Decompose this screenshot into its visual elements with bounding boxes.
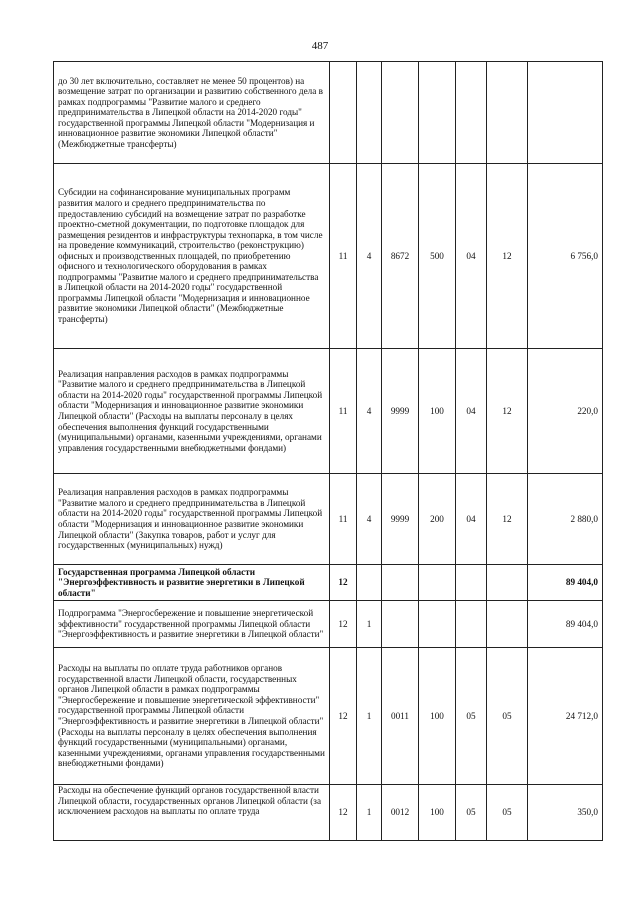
row-description: Субсидии на софинансирование муниципальных программ развития малого и среднего предпринимательства по предоставлению субсидий на возмещение затрат по разработке проектно-сметной документации, по подготовке площадок для размещения резидентов и инфраструктуры технопарка, в том числе на проведение коммуникаций, строительство (реконструкцию) офисных и производственных площадей, по приобретению офисного и технологического оборудования в рамках подпрограммы "Развитие малого и среднего предпринимательства в Липецкой области на 2014-2020 годы" государственной программы Липецкой области "Модернизация и инновационное развитие экономики Липецкой области" (Межбюджетные трансферты) xyxy=(54,164,330,349)
cell-section: 05 xyxy=(456,648,487,785)
cell-subsection xyxy=(487,62,528,164)
cell-direction: 9999 xyxy=(382,474,419,565)
cell-program: 11 xyxy=(330,474,357,565)
cell-section xyxy=(456,62,487,164)
cell-amount: 89 404,0 xyxy=(528,565,603,601)
cell-expense-type: 200 xyxy=(419,474,456,565)
cell-program: 12 xyxy=(330,648,357,785)
cell-subprogram: 4 xyxy=(357,349,382,474)
cell-program xyxy=(330,62,357,164)
cell-expense-type: 100 xyxy=(419,349,456,474)
cell-amount: 6 756,0 xyxy=(528,164,603,349)
cell-section xyxy=(456,601,487,648)
table-row xyxy=(54,349,603,474)
row-description: Реализация направления расходов в рамках подпрограммы "Развитие малого и среднего предпринимательства в Липецкой области на 2014-2020 годы" государственной программы Липецкой области "Модернизация и инновационное развитие экономики Липецкой области" (Расходы на выплаты персоналу в целях обеспечения выполнения функций государственными (муниципальными) органами, казенными учреждениями, органами управления государственными внебюджетными фондами) xyxy=(54,349,330,474)
cell-direction: 0012 xyxy=(382,785,419,841)
cell-expense-type xyxy=(419,601,456,648)
cell-program: 12 xyxy=(330,785,357,841)
cell-subsection: 05 xyxy=(487,785,528,841)
cell-expense-type: 500 xyxy=(419,164,456,349)
cell-program: 12 xyxy=(330,601,357,648)
cell-subprogram: 1 xyxy=(357,648,382,785)
cell-direction xyxy=(382,62,419,164)
row-description: Государственная программа Липецкой области "Энергоэффективность и развитие энергетики в Липецкой области" xyxy=(54,565,330,601)
cell-subsection: 12 xyxy=(487,474,528,565)
table-row xyxy=(54,648,603,785)
cell-program: 12 xyxy=(330,565,357,601)
table-row xyxy=(54,62,603,164)
cell-section xyxy=(456,565,487,601)
cell-subsection: 12 xyxy=(487,349,528,474)
cell-subsection: 12 xyxy=(487,164,528,349)
cell-subprogram: 4 xyxy=(357,474,382,565)
cell-section: 04 xyxy=(456,474,487,565)
table-row xyxy=(54,785,603,841)
cell-expense-type: 100 xyxy=(419,785,456,841)
cell-expense-type xyxy=(419,62,456,164)
cell-subsection xyxy=(487,565,528,601)
cell-subprogram xyxy=(357,62,382,164)
row-description: Подпрограмма "Энергосбережение и повышение энергетической эффективности" государственной программы Липецкой области "Энергоэффективность и развитие энергетики в Липецкой области" xyxy=(54,601,330,648)
cell-amount: 24 712,0 xyxy=(528,648,603,785)
cell-amount: 2 880,0 xyxy=(528,474,603,565)
cell-subprogram: 1 xyxy=(357,601,382,648)
budget-table xyxy=(53,61,603,841)
cell-direction: 0011 xyxy=(382,648,419,785)
row-description: до 30 лет включительно, составляет не менее 50 процентов) на возмещение затрат по организации и развитию собственного дела в рамках подпрограммы "Развитие малого и среднего предпринимательства в Липецкой области на 2014-2020 годы" государственной программы Липецкой области "Модернизация и инновационное развитие экономики Липецкой области" (Межбюджетные трансферты) xyxy=(54,62,330,164)
table-row xyxy=(54,601,603,648)
row-description: Расходы на выплаты по оплате труда работников органов государственной власти Липецкой области, государственных органов Липецкой области в рамках подпрограммы "Энергосбережение и повышение энергетической эффективности" государственной программы Липецкой области "Энергоэффективность и развитие энергетики в Липецкой области" (Расходы на выплаты персоналу в целях обеспечения выполнения функций государственными (муниципальными) органами, казенными учреждениями, органами управления государственными внебюджетными фондами) xyxy=(54,648,330,785)
table-row xyxy=(54,565,603,601)
cell-direction xyxy=(382,601,419,648)
cell-subprogram: 1 xyxy=(357,785,382,841)
cell-amount xyxy=(528,62,603,164)
cell-direction: 9999 xyxy=(382,349,419,474)
cell-expense-type xyxy=(419,565,456,601)
cell-section: 04 xyxy=(456,164,487,349)
row-description: Расходы на обеспечение функций органов государственной власти Липецкой области, государственных органов Липецкой области (за исключением расходов на выплаты по оплате труда xyxy=(54,785,330,841)
row-description: Реализация направления расходов в рамках подпрограммы "Развитие малого и среднего предпринимательства в Липецкой области на 2014-2020 годы" государственной программы Липецкой области "Модернизация и инновационное развитие экономики Липецкой области" (Закупка товаров, работ и услуг для государственных (муниципальных) нужд) xyxy=(54,474,330,565)
cell-subprogram xyxy=(357,565,382,601)
cell-subprogram: 4 xyxy=(357,164,382,349)
cell-direction: 8672 xyxy=(382,164,419,349)
cell-program: 11 xyxy=(330,164,357,349)
table-row xyxy=(54,164,603,349)
cell-section: 04 xyxy=(456,349,487,474)
cell-direction xyxy=(382,565,419,601)
cell-subsection xyxy=(487,601,528,648)
cell-program: 11 xyxy=(330,349,357,474)
cell-amount: 350,0 xyxy=(528,785,603,841)
cell-amount: 220,0 xyxy=(528,349,603,474)
cell-subsection: 05 xyxy=(487,648,528,785)
cell-section: 05 xyxy=(456,785,487,841)
cell-expense-type: 100 xyxy=(419,648,456,785)
table-row xyxy=(54,474,603,565)
cell-amount: 89 404,0 xyxy=(528,601,603,648)
page-number: 487 xyxy=(311,40,329,52)
